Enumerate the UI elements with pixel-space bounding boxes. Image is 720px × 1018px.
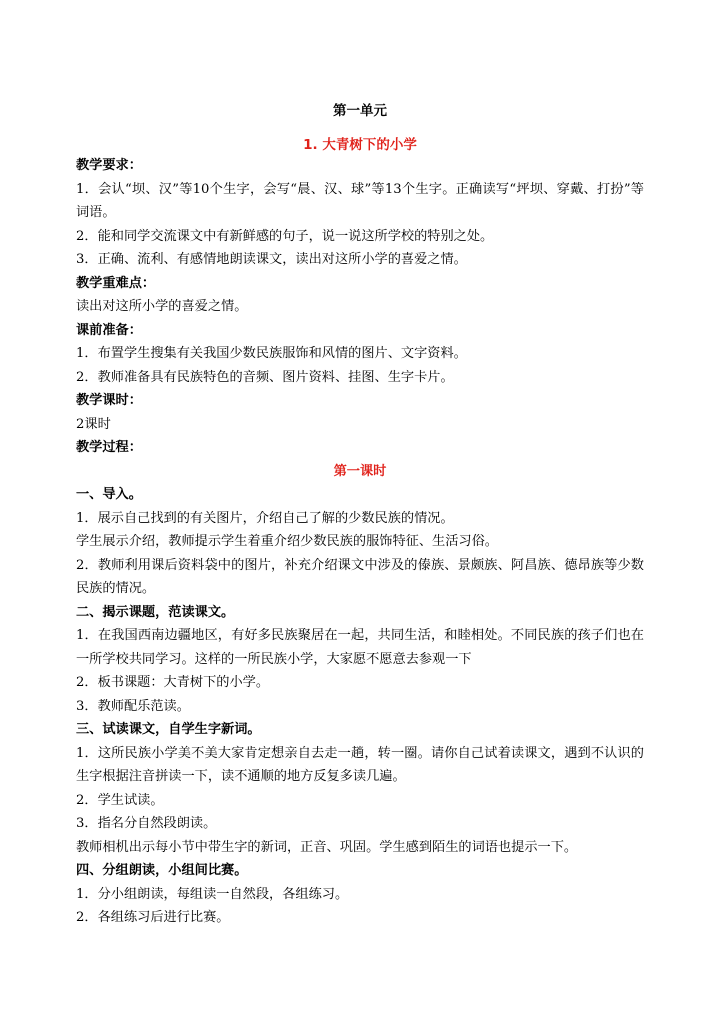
focus-text: 读出对这所小学的喜爱之情。	[76, 299, 248, 314]
section-heading: 三、试读课文，自学生字新词。	[76, 722, 261, 737]
preparation-heading: 课前准备：	[76, 322, 142, 338]
requirement-item: 3．正确、流利、有感情地朗读课文，读出对这所小学的喜爱之情。	[76, 252, 467, 267]
section-item: 学生展示介绍，教师提示学生着重介绍少数民族的服饰特征、生活习俗。	[76, 534, 498, 549]
requirement-item: 2．能和同学交流课文中有新鲜感的句子，说一说这所学校的特别之处。	[76, 228, 494, 244]
section-item: 2．各组练习后进行比赛。	[76, 910, 230, 925]
section-item: 3．教师配乐范读。	[76, 698, 190, 714]
period-title: 第一课时	[333, 463, 387, 479]
section-item: 1．这所民族小学美不美大家肯定想亲自去走一趟，转一圈。请你自己试着读课文，遇到不认识的生字根据注音拼读一下，读不通顺的地方反复多读几遍。	[76, 745, 644, 784]
section-item: 1．展示自己找到的有关图片，介绍自己了解的少数民族的情况。	[76, 510, 454, 526]
requirement-item: 1．会认“坝、汉”等10个生字，会写“晨、汉、球”等13个生字。正确读写“坪坝、穿戴、打扮”等词语。	[76, 181, 644, 220]
hours-text: 2课时	[76, 416, 111, 432]
section-item: 3．指名分自然段朗读。	[76, 816, 217, 831]
process-heading: 教学过程：	[76, 440, 142, 455]
document-body	[76, 154, 644, 930]
section-heading: 一、导入。	[76, 487, 142, 502]
section-item: 1．分小组朗读，每组读一自然段，各组练习。	[76, 886, 349, 902]
section-heading: 四、分组朗读，小组间比赛。	[76, 863, 248, 878]
section-item: 1．在我国西南边疆地区，有好多民族聚居在一起，共同生活，和睦相处。不同民族的孩子们也在一所学校共同学习。这样的一所民族小学，大家愿不愿意去参观一下	[76, 628, 644, 667]
preparation-item: 2．教师准备具有民族特色的音频、图片资料、挂图、生字卡片。	[76, 369, 454, 385]
requirements-heading: 教学要求：	[76, 158, 142, 173]
focus-heading: 教学重难点：	[76, 275, 156, 291]
preparation-item: 1．布置学生搜集有关我国少数民族服饰和风情的图片、文字资料。	[76, 346, 467, 361]
section-heading: 二、揭示课题，范读课文。	[76, 604, 235, 620]
hours-heading: 教学课时：	[76, 393, 142, 408]
section-item: 2．教师利用课后资料袋中的图片，补充介绍课文中涉及的傣族、景颇族、阿昌族、德昂族等少数民族的情况。	[76, 557, 644, 596]
section-item: 2．板书课题：大青树下的小学。	[76, 675, 270, 690]
lesson-title: 1. 大青树下的小学	[303, 137, 417, 153]
section-item: 2．学生试读。	[76, 792, 164, 808]
section-item: 教师相机出示每小节中带生字的新词，正音、巩固。学生感到陌生的词语也提示一下。	[76, 839, 578, 855]
unit-title: 第一单元	[333, 103, 387, 119]
